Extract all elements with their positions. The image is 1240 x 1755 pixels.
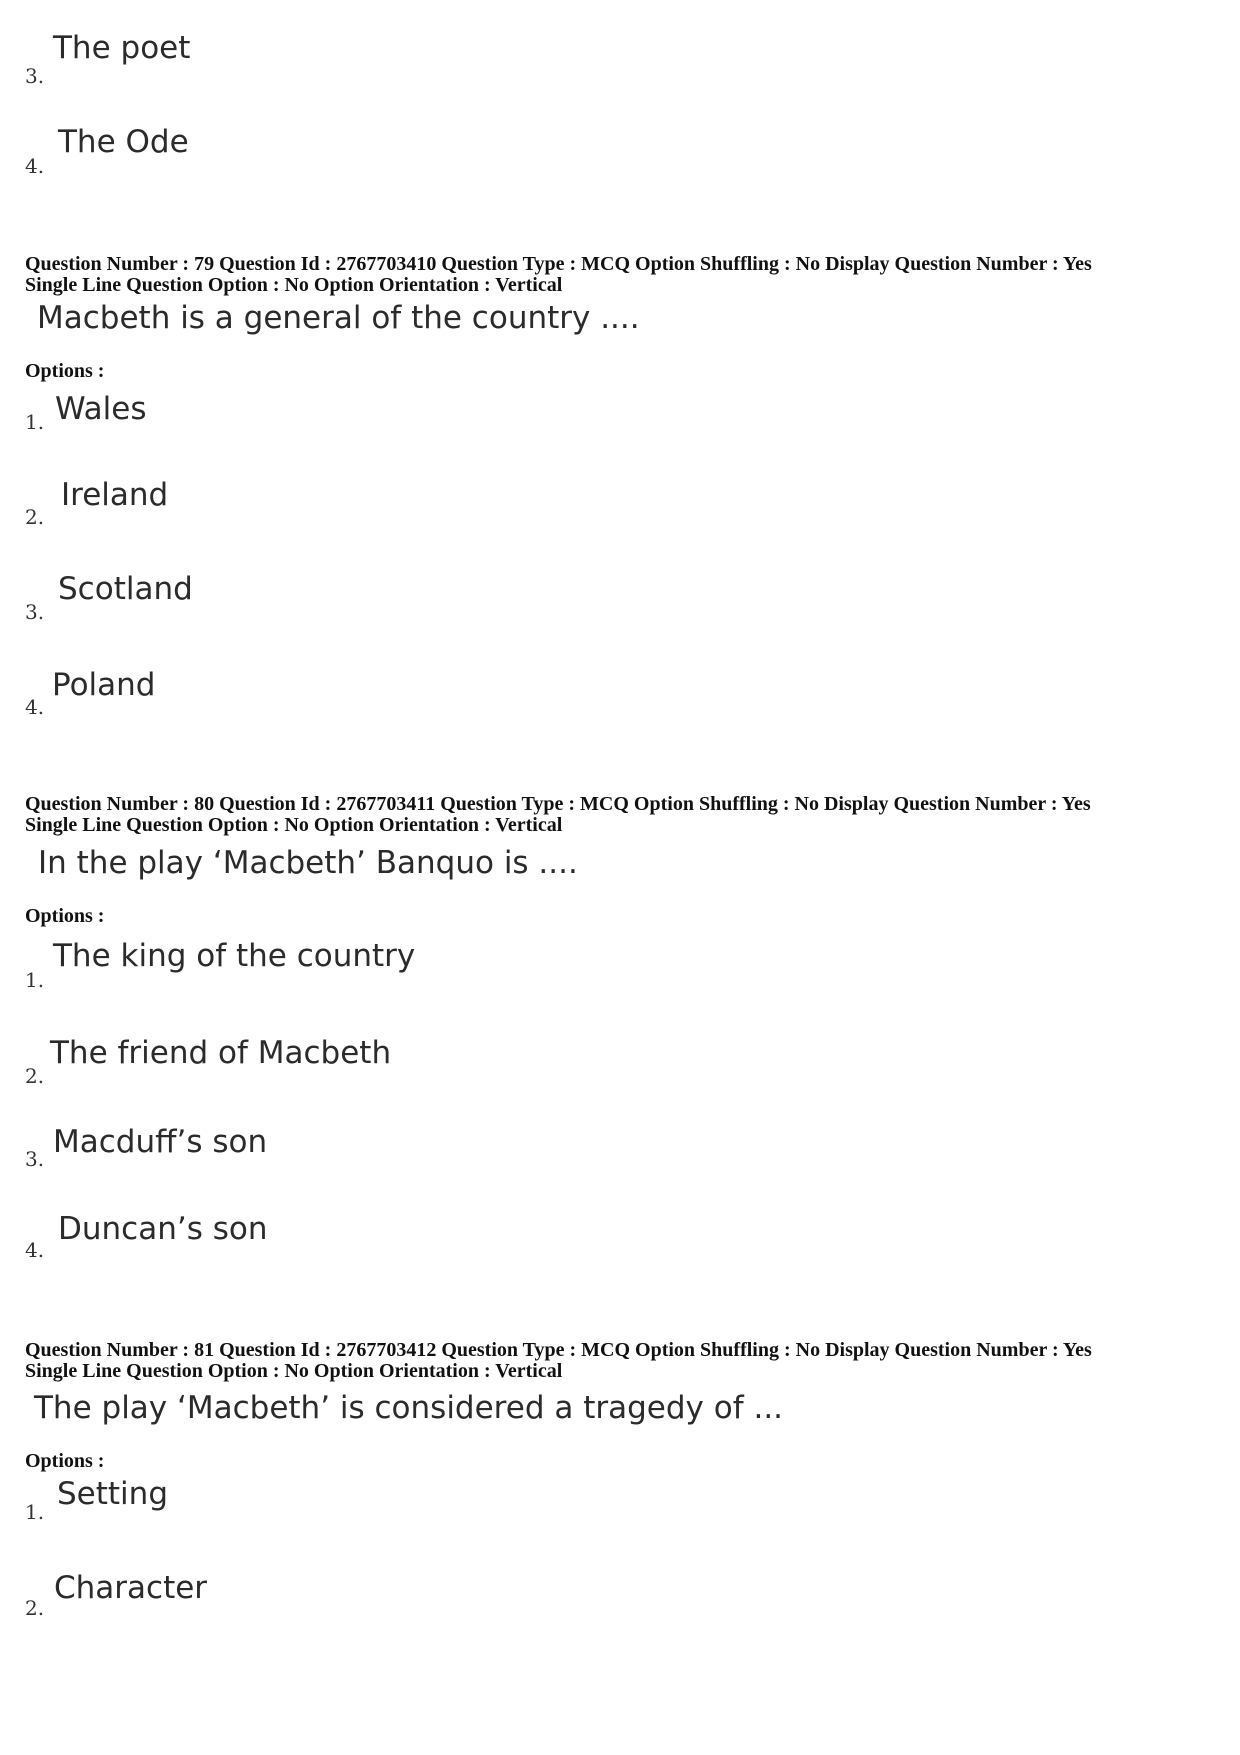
option-number: 3. — [25, 1147, 45, 1171]
option-number: 4. — [25, 1238, 45, 1262]
option-text: Scotland — [58, 571, 193, 607]
question-meta-line2: Single Line Question Option : No Option Orientation : Vertical — [25, 274, 563, 296]
question-text: The play ‘Macbeth’ is considered a tragedy of ... — [34, 1390, 784, 1426]
option-number: 3. — [25, 64, 45, 88]
options-label: Options : — [25, 905, 105, 927]
question-text: In the play ‘Macbeth’ Banquo is .... — [38, 845, 578, 881]
options-label: Options : — [25, 360, 105, 382]
option-text: Wales — [55, 391, 147, 427]
option-text: The friend of Macbeth — [50, 1035, 392, 1071]
option-number: 1. — [25, 410, 45, 434]
option-text: The Ode — [58, 124, 189, 160]
option-text: Ireland — [61, 477, 169, 513]
option-number: 1. — [25, 1500, 45, 1524]
question-meta-line2: Single Line Question Option : No Option Orientation : Vertical — [25, 1360, 563, 1382]
option-text: The poet — [53, 30, 191, 66]
question-meta-line1: Question Number : 80 Question Id : 2767703411 Question Type : MCQ Option Shuffling : No Display Question Number : Yes — [25, 793, 1091, 815]
question-meta-line1: Question Number : 81 Question Id : 2767703412 Question Type : MCQ Option Shuffling : No Display Question Number : Yes — [25, 1339, 1092, 1361]
option-number: 2. — [25, 1064, 45, 1088]
option-text: The king of the country — [53, 938, 416, 974]
option-text: Setting — [57, 1476, 168, 1512]
options-label: Options : — [25, 1450, 105, 1472]
option-text: Poland — [52, 667, 156, 703]
question-meta-line2: Single Line Question Option : No Option Orientation : Vertical — [25, 814, 563, 836]
question-meta-line1: Question Number : 79 Question Id : 2767703410 Question Type : MCQ Option Shuffling : No Display Question Number : Yes — [25, 253, 1092, 275]
option-text: Macduff’s son — [53, 1124, 268, 1160]
option-text: Duncan’s son — [58, 1211, 268, 1247]
option-number: 2. — [25, 1596, 45, 1620]
option-number: 4. — [25, 695, 45, 719]
option-text: Character — [54, 1570, 208, 1606]
option-number: 1. — [25, 968, 45, 992]
option-number: 4. — [25, 154, 45, 178]
option-number: 3. — [25, 600, 45, 624]
question-text: Macbeth is a general of the country .... — [37, 300, 640, 336]
option-number: 2. — [25, 505, 45, 529]
